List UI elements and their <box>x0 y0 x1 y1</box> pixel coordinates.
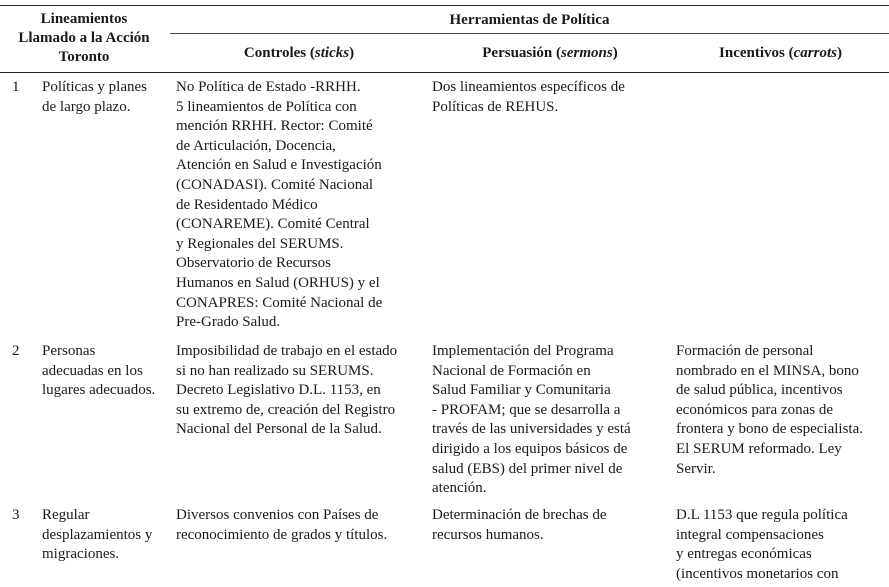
row-controles: Diversos convenios con Países de reconocimiento de grados y títulos. <box>176 507 388 543</box>
row-incentivos: Formación de personal nombrado en el MINSA, bono de salud pública, incentivos económicos para zonas de frontera y bono de especialista. El SERUM reformado. Ley Servir. <box>676 343 864 477</box>
row-persuasion: Implementación del Programa Nacional de Formación en Salud Familiar y Comunitaria - PROFAM; que se desarrolla a través de las universidades y está dirigido a los equipos básicos de salud (EBS) del primer nivel de atención. <box>432 343 631 497</box>
row-lineamiento: Regular desplazamientos y migraciones. <box>42 507 153 563</box>
row-number: 1 <box>12 79 20 95</box>
header-controles: Controles (sticks) <box>243 45 355 61</box>
row-persuasion: Determinación de brechas de recursos humanos. <box>432 507 607 543</box>
header-herramientas: Herramientas de Política <box>449 12 610 28</box>
header-lineamientos: Lineamientos Llamado a la Acción Toronto <box>18 11 150 65</box>
header-persuasion: Persuasión (sermons) <box>482 45 618 61</box>
row-number: 2 <box>12 343 20 359</box>
header-bottom-rule <box>0 72 889 73</box>
row-number: 3 <box>12 507 20 523</box>
row-incentivos: D.L 1153 que regula política integral compensaciones y entregas económicas (incentivos monetarios con <box>676 507 848 582</box>
row-lineamiento: Políticas y planes de largo plazo. <box>42 79 147 115</box>
header-incentivos: Incentivos (carrots) <box>719 45 842 61</box>
row-lineamiento: Personas adecuadas en los lugares adecuados. <box>42 343 156 399</box>
group-header-rule <box>170 33 889 34</box>
row-controles: Imposibilidad de trabajo en el estado si no han realizado su SERUMS. Decreto Legislativo D.L. 1153, en su extremo de, creación del Registro Nacional del Personal de la Salud. <box>176 343 398 438</box>
row-controles: No Política de Estado -RRHH. 5 lineamientos de Política con mención RRHH. Rector: Comité de Articulación, Docencia, Atención en Salud e Investigación (CONADASI). Comité Nacional de Residentado Médico (CONAREME). Comité Central y Regionales del SERUMS. Observatorio de Recursos Humanos en Salud (ORHUS) y el CONAPRES: Comité Nacional de Pre-Grado Salud. <box>176 79 383 331</box>
top-rule <box>0 5 889 6</box>
row-persuasion: Dos lineamientos específicos de Políticas de REHUS. <box>432 79 625 115</box>
